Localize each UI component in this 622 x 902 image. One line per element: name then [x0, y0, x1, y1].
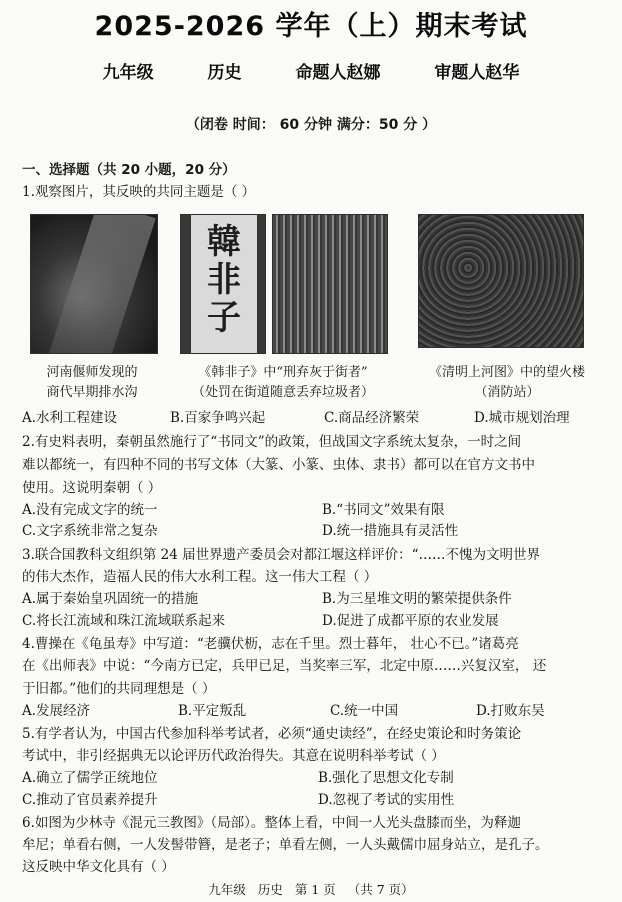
- q3-line-2: 的伟大杰作，造福人民的伟大水利工程。这一伟大工程（ ）: [22, 569, 378, 585]
- page-footer: [0, 880, 622, 898]
- q1-caption-2: 《韩非子》中“刑弃灰于街者” （处罚在街道随意丢弃垃圾者）: [191, 365, 374, 400]
- q1-caption-1: 河南偃师发现的 商代早期排水沟: [46, 365, 138, 400]
- q2-option-a: A.没有完成文字的统一: [22, 502, 158, 518]
- q1-option-c: C.商品经济繁荣: [324, 410, 420, 426]
- photo-painting-icon: [418, 214, 584, 348]
- footer-grade: 九年级: [208, 882, 246, 897]
- exam-subtitle: [0, 58, 622, 83]
- photo-drain-icon: [30, 214, 158, 354]
- q4-option-a: A.发展经济: [22, 703, 91, 719]
- footer-subject: 历史: [257, 882, 283, 897]
- q5-option-b: B.强化了思想文化专制: [318, 770, 454, 786]
- q3-option-a: A.属于秦始皇巩固统一的措施: [22, 591, 199, 607]
- q1-option-a: A.水利工程建设: [22, 410, 118, 426]
- author-label: 命题人赵娜: [295, 63, 381, 83]
- q3-option-d: D.促进了成都平原的农业发展: [322, 613, 499, 629]
- q4-option-d: D.打败东吴: [476, 703, 545, 719]
- q2-line-1: 2.有史料表明，秦朝虽然施行了“书同文”的政策，但战国文字系统太复杂，一时之间: [22, 434, 522, 450]
- section-heading: 一、选择题（共 20 小题，20 分）: [22, 162, 236, 178]
- q2-option-b: B.“书同文”效果有限: [322, 502, 445, 518]
- q1-stem: 1.观察图片，其反映的共同主题是（ ）: [22, 184, 256, 200]
- q3-option-b: B.为三星堆文明的繁荣提供条件: [322, 591, 512, 607]
- grade-label: 九年级: [102, 63, 154, 83]
- subject-label: 历史: [207, 63, 242, 83]
- q2-line-3: 使用。这说明秦朝（ ）: [22, 480, 162, 496]
- q6-line-2: 牟尼；单看右侧，一人发髻带簪，是老子；单看左侧，一人头戴儒巾屈身站立，是孔子。: [22, 837, 549, 853]
- exam-title: 2025-2026 学年（上）期末考试: [94, 11, 528, 42]
- footer-total: （共 7 页）: [347, 882, 414, 897]
- photo-book-page-icon: [272, 214, 388, 354]
- photo-book-icon: [180, 214, 266, 354]
- q4-option-c: C.统一中国: [330, 703, 399, 719]
- q4-line-1: 4.曹操在《龟虽寿》中写道：“老骥伏枥，志在千里。烈士暮年， 壮心不已。”诸葛亮: [22, 636, 519, 652]
- footer-page: 第 1 页: [294, 882, 336, 897]
- q5-option-a: A.确立了儒学正统地位: [22, 770, 158, 786]
- q1-caption-3: 《清明上河图》中的望火楼 （消防站）: [428, 365, 585, 400]
- q2-line-2: 难以都统一，有四种不同的书写文体（大篆、小篆、虫体、隶书）都可以在官方文书中: [22, 457, 535, 473]
- q4-line-3: 于旧都。”他们的共同理想是（ ）: [22, 681, 216, 697]
- book-title-chars: 韓非子: [207, 222, 241, 338]
- q2-option-d: D.统一措施具有灵活性: [322, 523, 459, 539]
- reviewer-label: 审题人赵华: [434, 63, 520, 83]
- exam-info: （闭卷 时间： 60 分钟 满分：50 分 ）: [185, 117, 437, 133]
- q5-line-2: 考试中，非引经据典无以论评历代政治得失。其意在说明科举考试（ ）: [22, 748, 445, 764]
- q5-line-1: 5.有学者认为，中国古代参加科举考试者，必须“通史读经”，在经史策论和时务策论: [22, 726, 522, 742]
- q5-option-c: C.推动了官员素养提升: [22, 792, 158, 808]
- q6-line-1: 6.如图为少林寺《混元三教图》（局部）。整体上看，中间一人光头盘膝而坐，为释迦: [22, 815, 521, 831]
- q2-option-c: C.文字系统非常之复杂: [22, 523, 158, 539]
- q1-option-d: D.城市规划治理: [474, 410, 570, 426]
- q3-option-c: C.将长江流域和珠江流域联系起来: [22, 613, 226, 629]
- q4-line-2: 在《出师表》中说：“今南方已定，兵甲已足，当奖率三军，北定中原……兴复汉室， 还: [22, 658, 547, 674]
- q3-line-1: 3.联合国教科文组织第 24 届世界遗产委员会对都江堰这样评价：“……不愧为文明世界: [22, 547, 541, 563]
- q4-option-b: B.平定叛乱: [178, 703, 247, 719]
- q5-option-d: D.忽视了考试的实用性: [318, 792, 455, 808]
- q1-option-b: B.百家争鸣兴起: [170, 410, 266, 426]
- q6-line-3: 这反映中华文化具有（ ）: [22, 859, 175, 875]
